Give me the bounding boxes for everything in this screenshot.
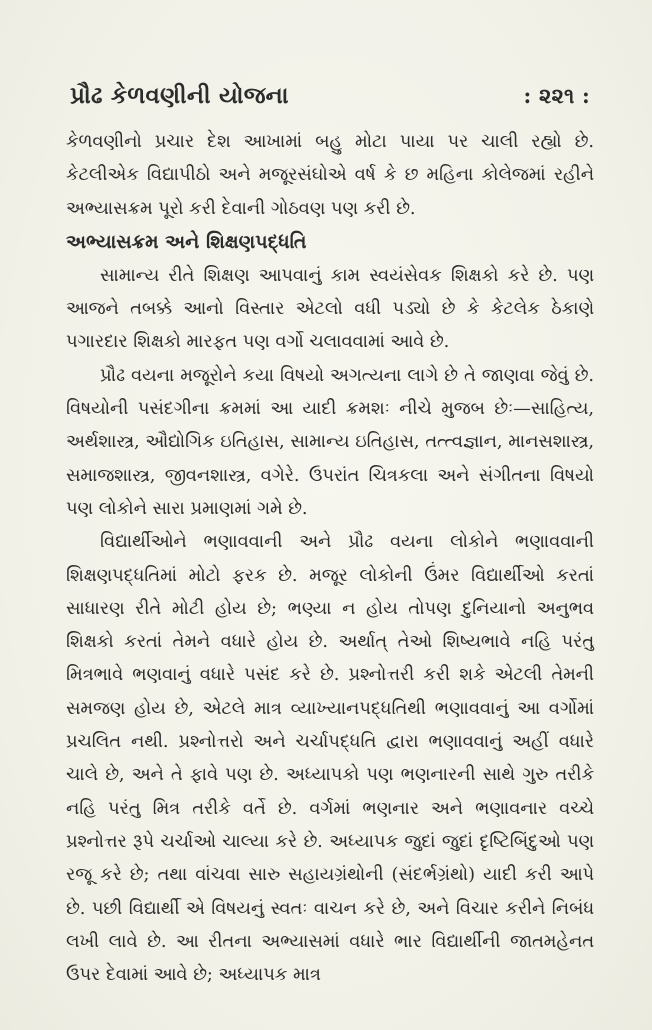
running-header	[70, 82, 594, 109]
intro-paragraph: કેળવણીનો પ્રચાર દેશ આખામાં બહુ મોટા પાયા પર ચાલી રહ્યો છે. કેટલીએક વિદ્યાપીઠો અને મજૂરસંઘોએ વર્ષ કે છ મહિના કોલેજમાં રહીને અભ્યાસક્રમ પૂરો કરી દેવાની ગોઠવણ પણ કરી છે.	[66, 131, 594, 219]
paragraph-subjects: પ્રૌઢ વયના મજૂરોને કયા વિષયો અગત્યના લાગે છે તે જાણવા જેવું છે. વિષયોની પસંદગીના ક્રમમાં આ યાદી ક્રમશઃ નીચે મુજબ છેઃ—સાહિત્ય, અર્થશાસ્ત્ર, ઔદ્યોગિક ઇતિહાસ, સામાન્ય ઇતિહાસ, તત્ત્વજ્ઞાન, માનસશાસ્ત્ર, સમાજશાસ્ત્ર, જીવનશાસ્ત્ર, વગેરે. ઉપરાંત ચિત્રકલા અને સંગીતના વિષયો પણ લોકોને સારા પ્રમાણમાં ગમે છે.	[66, 364, 594, 519]
paragraph-teaching-method: વિદ્યાર્થીઓને ભણાવવાની અને પ્રૌઢ વયના લોકોને ભણાવવાની શિક્ષણપદ્ધતિમાં મોટો ફરક છે. મજૂર લોકોની ઉંમર વિદ્યાર્થીઓ કરતાં સાધારણ રીતે મોટી હોય છે; ભણ્યા ન હોય તોપણ દુનિયાનો અનુભવ શિક્ષકો કરતાં તેમને વધારે હોય છે. અર્થાત્ તેઓ શિષ્યભાવે નહિ પરંતુ મિત્રભાવે ભણવાનું વધારે પસંદ કરે છે. પ્રશ્નોત્તરી કરી શકે એટલી તેમની સમજણ હોય છે, એટલે માત્ર વ્યાખ્યાનપદ્ધતિથી ભણાવવાનું આ વર્ગોમાં પ્રચલિત નથી. પ્રશ્નોત્તરો અને ચર્ચાપદ્ધતિ દ્વારા ભણાવવાનું અહીં વધારે ચાલે છે, અને તે ફાવે પણ છે. અધ્યાપકો પણ ભણનારની સાથે ગુરુ તરીકે નહિ પરંતુ મિત્ર તરીકે વર્તે છે. વર્ગમાં ભણનાર અને ભણાવનાર વચ્ચે પ્રશ્નોત્તર રૂપે ચર્ચાઓ ચાલ્યા કરે છે. અધ્યાપક જુદાં જુદાં દૃષ્ટિબિંદુઓ પણ રજૂ કરે છે; તથા વાંચવા સારુ સહાયગ્રંથોની (સંદર્ભગ્રંથો) યાદી કરી આપે છે. પછી વિદ્યાર્થી એ વિષયનું સ્વતઃ વાચન કરે છે, અને વિચાર કરીને નિબંધ લખી લાવે છે. આ રીતના અભ્યાસમાં વધારે ભાર વિદ્યાર્થીની જાતમહેનત ઉપર દેવામાં આવે છે; અધ્યાપક માત્ર	[66, 531, 594, 986]
section-heading: અભ્યાસક્રમ અને શિક્ષણપદ્ધતિ	[66, 230, 307, 253]
page-number: : ૨૨૧ :	[523, 83, 590, 108]
paragraph-teachers: સામાન્ય રીતે શિક્ષણ આપવાનું કામ સ્વયંસેવક શિક્ષકો કરે છે. પણ આજને તબક્કે આનો વિસ્તાર એટલો વધી પડ્યો છે કે કેટલેક ઠેકાણે પગારદાર શિક્ષકો મારફત પણ વર્ગો ચલાવવામાં આવે છે.	[66, 264, 594, 353]
chapter-title: પ્રૌઢ કેળવણીની યોજના	[70, 82, 289, 109]
